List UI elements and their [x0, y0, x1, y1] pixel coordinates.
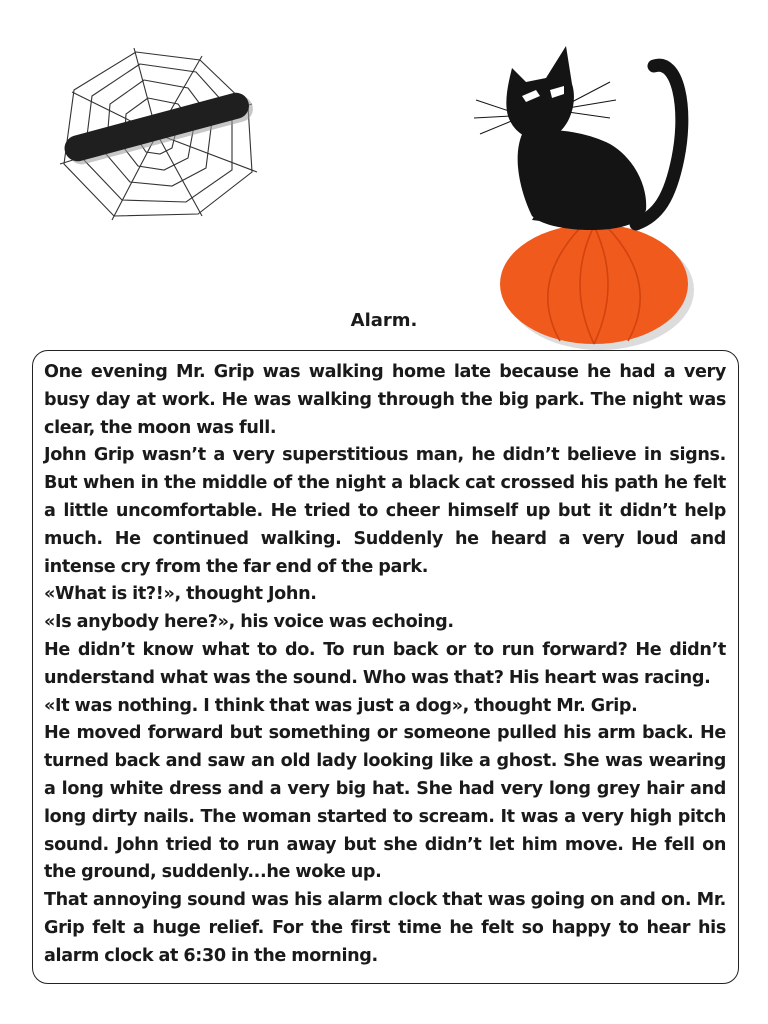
story-paragraph: «What is it?!», thought John.: [44, 584, 317, 605]
story-title: Alarm.: [350, 310, 418, 331]
story-paragraph: He moved forward but something or someone pulled his arm back. He turned back and saw an old lady looking like a ghost. She was wearing a long white dress and a very big hat. She had very long grey hair and long dirty nails. The woman started to scream. It was a very high pitch sound. John tried to run away but she didn’t let him move. He fell on the ground, suddenly...he woke up.: [44, 723, 726, 883]
story-paragraph: That annoying sound was his alarm clock that was going on and on. Mr. Grip felt a huge relief. For the first time he felt so happy to hear his alarm clock at 6:30 in the morning.: [44, 890, 726, 966]
story-paragraph: John Grip wasn’t a very superstitious man, he didn’t believe in signs. But when in the middle of the night a black cat crossed his path he felt a little uncomfortable. He tried to cheer himself up but it didn’t help much. He continued walking. Suddenly he heard a very loud and intense cry from the far end of the park.: [44, 445, 726, 577]
story-paragraph: «It was nothing. I think that was just a dog», thought Mr. Grip.: [44, 695, 638, 716]
cat-on-pumpkin: [470, 38, 700, 350]
story-paragraph: One evening Mr. Grip was walking home late because he had a very busy day at work. He was walking through the big park. The night was clear, the moon was full.: [44, 362, 726, 438]
spider-web-icon: [52, 44, 262, 224]
pumpkin-icon: [500, 224, 694, 350]
black-cat-icon: [474, 46, 682, 230]
story-paragraph: He didn’t know what to do. To run back or to run forward? He didn’t understand what was the sound. Who was that? His heart was racing.: [44, 639, 726, 688]
story-text-box: [32, 350, 739, 984]
story-paragraph: «Is anybody here?», his voice was echoing.: [44, 612, 454, 633]
